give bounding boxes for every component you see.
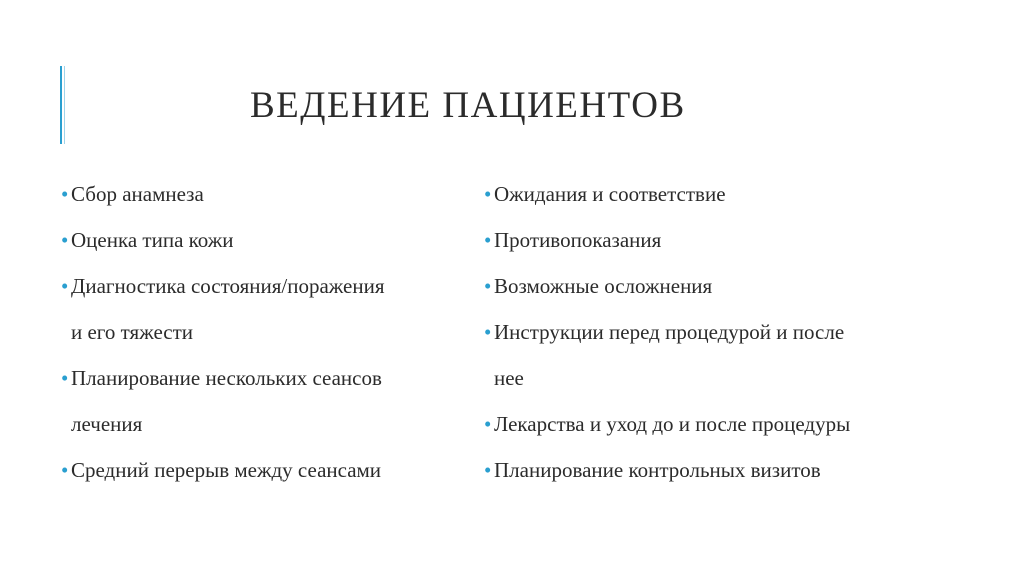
bullet-icon: •	[484, 412, 492, 436]
bullet-item	[484, 459, 954, 482]
bullet-text: Инструкции перед процедурой и после	[494, 320, 845, 344]
bullet-text-continuation: и его тяжести	[71, 320, 194, 344]
bullet-text: Противопоказания	[494, 228, 662, 252]
bullet-icon: •	[484, 274, 492, 298]
bullet-item	[61, 367, 471, 436]
slide-title: ВЕДЕНИЕ ПАЦИЕНТОВ	[250, 85, 686, 126]
bullet-text: Возможные осложнения	[494, 274, 713, 298]
bullet-icon: •	[484, 320, 492, 344]
bullet-item	[484, 275, 954, 298]
bullet-text: Планирование контрольных визитов	[494, 458, 821, 482]
bullet-text: Оценка типа кожи	[71, 228, 234, 252]
bullet-text: Сбор анамнеза	[71, 182, 204, 206]
bullet-text-continuation: нее	[494, 366, 524, 390]
bullet-text: Планирование нескольких сеансов	[71, 366, 382, 390]
bullet-item	[484, 183, 954, 206]
bullet-text: Средний перерыв между сеансами	[71, 458, 382, 482]
right-bullet-list	[484, 183, 954, 505]
bullet-item	[484, 413, 954, 436]
title-accent-bar-secondary	[64, 66, 65, 144]
bullet-text-continuation: лечения	[71, 412, 143, 436]
bullet-icon: •	[61, 274, 69, 298]
bullet-icon: •	[61, 458, 69, 482]
bullet-icon: •	[61, 366, 69, 390]
bullet-item	[61, 459, 471, 482]
bullet-item	[484, 229, 954, 252]
bullet-text: Диагностика состояния/поражения	[71, 274, 385, 298]
bullet-icon: •	[61, 182, 69, 206]
bullet-icon: •	[484, 458, 492, 482]
bullet-item	[61, 183, 471, 206]
left-bullet-list	[61, 183, 471, 505]
bullet-item	[484, 321, 954, 390]
bullet-item	[61, 275, 471, 344]
bullet-item	[61, 229, 471, 252]
bullet-icon: •	[484, 228, 492, 252]
bullet-icon: •	[484, 182, 492, 206]
bullet-text: Лекарства и уход до и после процедуры	[494, 412, 851, 436]
title-accent-bar	[60, 66, 62, 144]
bullet-text: Ожидания и соответствие	[494, 182, 726, 206]
bullet-icon: •	[61, 228, 69, 252]
